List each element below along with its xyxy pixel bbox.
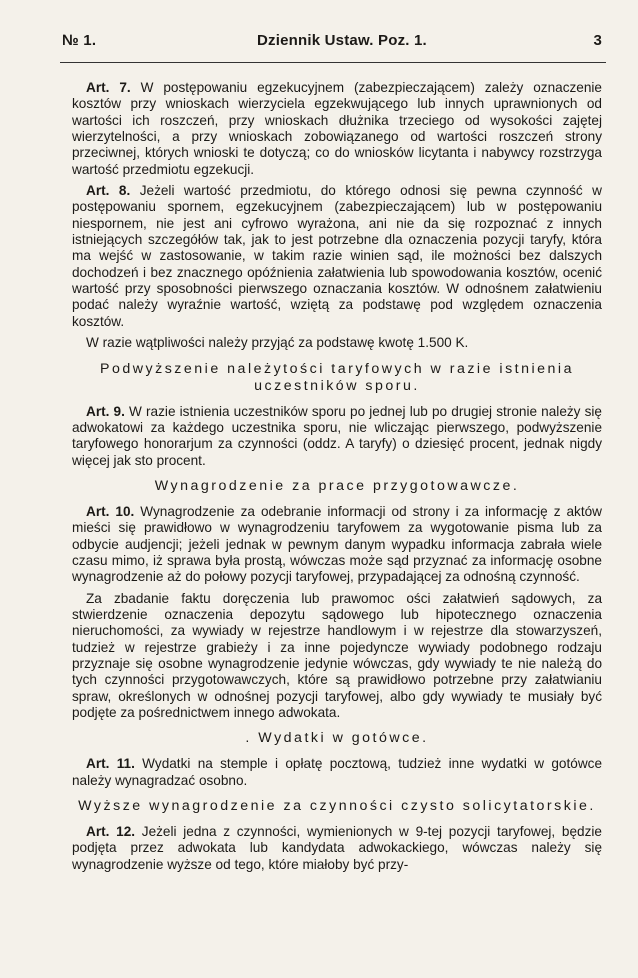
- article-text: W postępowaniu egzekucyjnem (zabezpieczającem) zależy oznaczenie kosztów przy wnioskach wierzyciela egzekwującego lub innych uprawnionych od wartości ich roszczeń, przy wnioskach dłużnika trzeciego od wysokości zajętej wierzytelności, a przy wnioskach zobowiązanego od wartości roszczeń strony przeciwnej, których wnioski te dotyczą; co do wniosków licytanta i nabywcy rozstrzyga wartość przedmiotu egzekucji.: [72, 80, 602, 177]
- issue-number: № 1.: [62, 32, 97, 49]
- article-12: [72, 824, 602, 873]
- article-label: Art. 11.: [86, 756, 135, 772]
- section-heading: . Wydatki w gotówce.: [245, 730, 429, 747]
- section-heading: Wyższe wynagrodzenie za czynności czysto solicytatorskie.: [78, 798, 596, 815]
- document-body: [72, 80, 602, 878]
- journal-title: Dziennik Ustaw. Poz. 1.: [257, 32, 427, 49]
- article-7: [72, 80, 602, 178]
- article-label: Art. 9.: [86, 403, 125, 419]
- page-header: [62, 28, 602, 56]
- article-text: Jeżeli wartość przedmiotu, do którego odnosi się pewna czynność w postępowaniu spornem, egzekucyjnem (zabezpieczającem) lub w postępowaniu niespornem, nie jest ani cyfrowo wyrażona, ani nie da się rozpoznać z innych istniejących szczegółów tak, jak to jest potrzebne dla oznaczenia pozycji taryfy, która ma wejść w zastosowanie, w takim razie winien sąd, ile możności bez dalszych dochodzeń i bez znacznego opóźnienia załatwienia lub spowodowania kosztów, ocenić wartość przy sposobności pierwszego oznaczania kosztów. W odnośnem załatwieniu podać należy wyraźnie wartość, wziętą za podstawę pod względem oznaczenia kosztów.: [72, 183, 602, 329]
- article-text: Wynagrodzenie za odebranie informacji od strony i za informację z aktów mieści się prawidłowo w wynagrodzeniu taryfowem za wygotowanie pisma lub za odbycie audjencji; jeżeli jednak w pewnym danym wypadku informacja zabrała wiele czasu mimo, iż sprawa była prostą, wówczas może sąd przyznać za informację osobne wynagrodzenie aż do połowy pozycji taryfowej, przypadającej za odnośną czynność.: [72, 503, 602, 585]
- article-text: Wydatki na stemple i opłatę pocztową, tudzież inne wydatki w gotówce należy wynagradzać osobno.: [72, 756, 603, 788]
- section-heading: Podwyższenie należytości taryfowych w razie istnienia uczestników sporu.: [100, 360, 574, 394]
- article-11: [72, 756, 602, 789]
- article-8-paragraph-2: W razie wątpliwości należy przyjąć za podstawę kwotę 1.500 K.: [86, 335, 469, 351]
- article-label: Art. 7.: [86, 80, 131, 95]
- article-8: [72, 183, 602, 330]
- article-9: [72, 404, 602, 469]
- article-label: Art. 8.: [86, 183, 131, 199]
- article-label: Art. 12.: [86, 824, 136, 840]
- article-10-paragraph-2: Za zbadanie faktu doręczenia lub prawomoc ości załatwień sądowych, za stwierdzenie oznaczenia depozytu sądowego lub hipotecznego oznaczenia nieruchomości, za wywiady w rejestrze handlowym i w rejestrze dla stowarzyszeń, tudzież w rejestrze grabieży i za inne pojedyncze wywiady podobnego rodzaju przyznaje się osobne wynagrodzenie jedynie wówczas, gdy wywiady te nie należą do tych czynności przygotowawczych, które są prawidłowo potrzebne przy załatwianiu spraw, określonych w odnośnej pozycji taryfowej, albo gdy wywiady te musiały być podjęte za pośrednictwem innego adwokata.: [72, 590, 602, 720]
- page-number: 3: [593, 32, 602, 49]
- article-label: Art. 10.: [86, 503, 135, 519]
- article-text: Jeżeli jedna z czynności, wymienionych w 9-tej pozycji taryfowej, będzie podjęta przez adwokata lub kandydata adwokackiego, wówczas należy się wynagrodzenie wyższe od tego, które miałoby być przy-: [72, 824, 602, 872]
- section-heading: Wynagrodzenie za prace przygotowawcze.: [154, 477, 520, 494]
- header-rule: [60, 62, 606, 63]
- article-10: [72, 504, 602, 586]
- article-text: W razie istnienia uczestników sporu po jednej lub po drugiej stronie należy się adwokatowi za każdego uczestnika sporu, nie wliczając pierwszego, podwyższenie taryfowego honorarjum za czynności (oddz. A taryfy) o dziesięć procent, jednak nigdy więcej jak sto procent.: [72, 403, 602, 468]
